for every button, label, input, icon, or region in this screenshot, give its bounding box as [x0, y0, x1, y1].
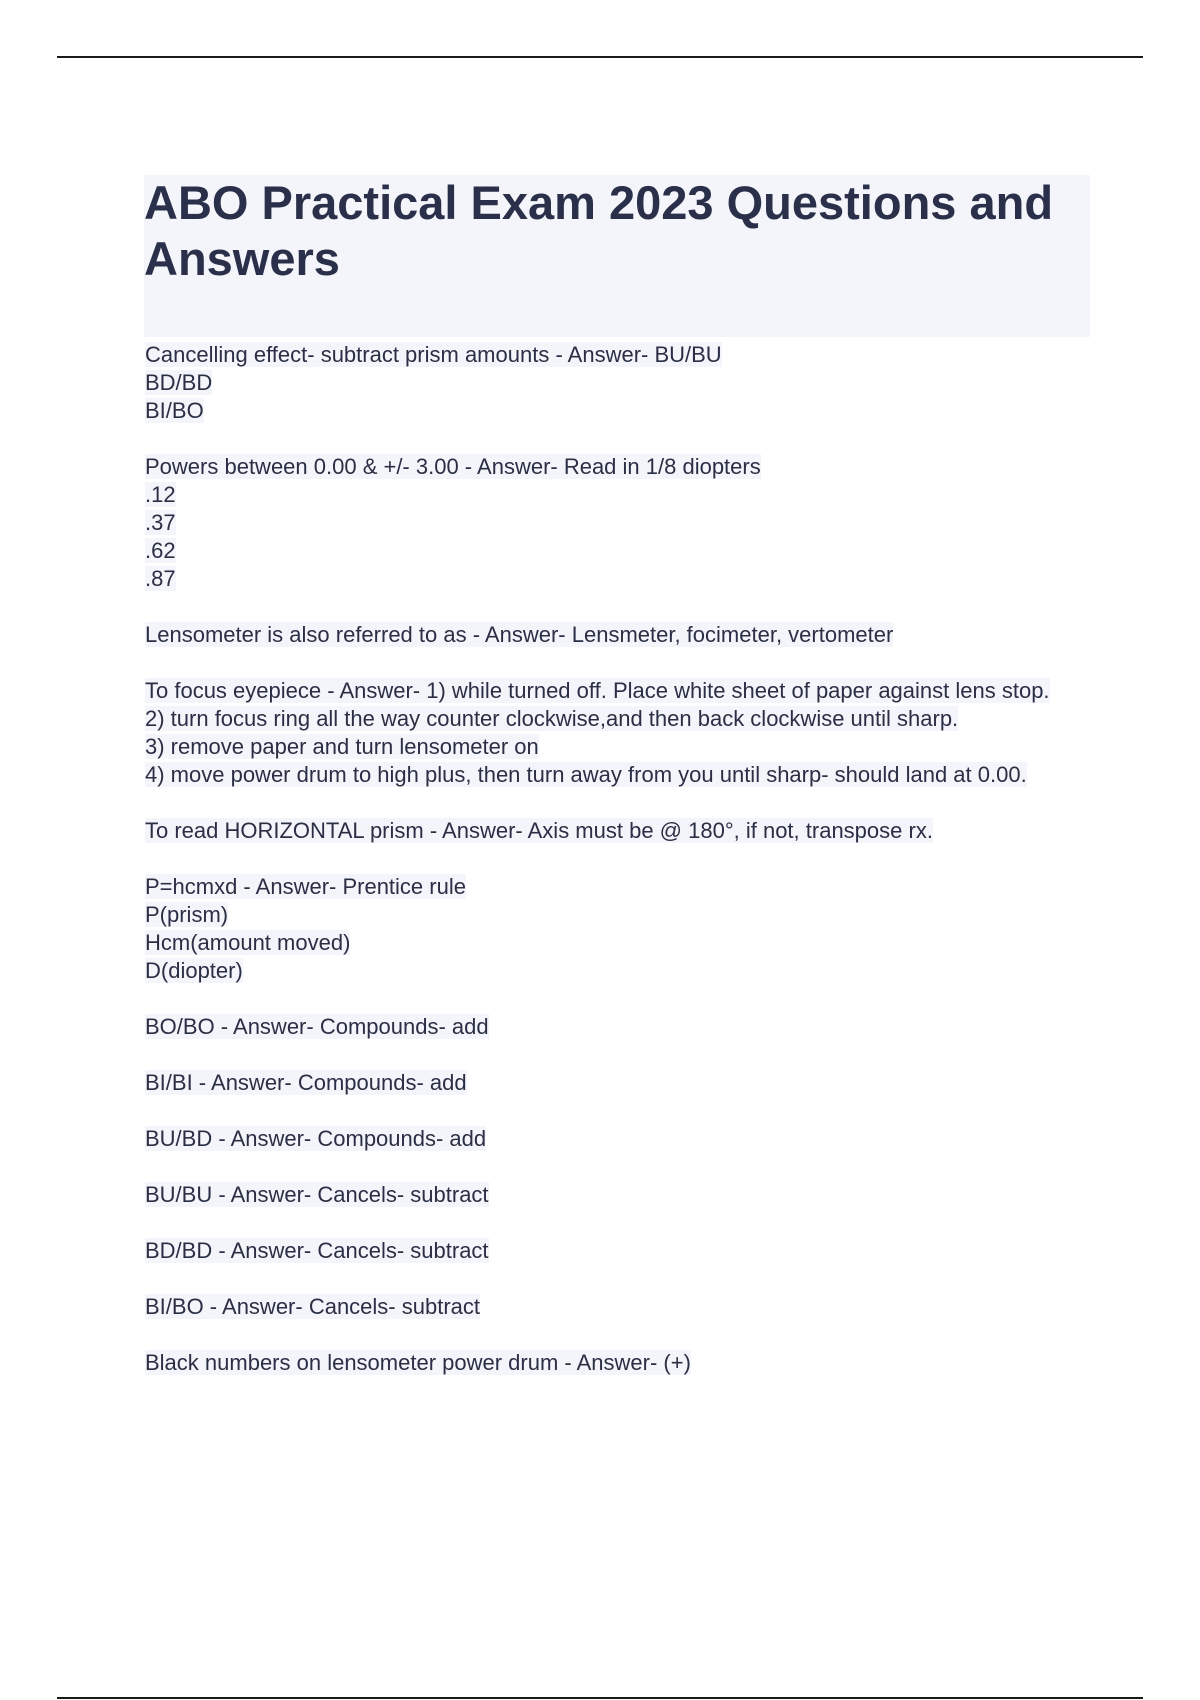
qa-line-text: .37 — [145, 510, 176, 535]
qa-line-text: BU/BU - Answer- Cancels- subtract — [145, 1182, 489, 1207]
qa-item — [145, 1181, 1090, 1209]
qa-line-text: BI/BI - Answer- Compounds- add — [145, 1070, 467, 1095]
qa-item — [145, 1069, 1090, 1097]
qa-line-text: 3) remove paper and turn lensometer on — [145, 734, 539, 759]
qa-item — [145, 1125, 1090, 1153]
qa-list — [145, 341, 1090, 1377]
qa-line — [145, 341, 1090, 369]
qa-line-text: D(diopter) — [145, 958, 243, 983]
qa-item — [145, 1349, 1090, 1377]
qa-item — [145, 621, 1090, 649]
qa-line — [145, 1237, 1090, 1265]
qa-line — [145, 565, 1090, 593]
qa-line-text: .62 — [145, 538, 176, 563]
qa-line-text: BI/BO — [145, 398, 204, 423]
qa-line — [145, 733, 1090, 761]
qa-line — [145, 1069, 1090, 1097]
qa-line-text: Powers between 0.00 & +/- 3.00 - Answer- Read in 1/8 diopters — [145, 454, 761, 479]
qa-line — [145, 369, 1090, 397]
qa-line — [145, 537, 1090, 565]
qa-line-text: Hcm(amount moved) — [145, 930, 351, 955]
qa-line-text: Black numbers on lensometer power drum - Answer- (+) — [145, 1350, 691, 1375]
qa-line — [145, 453, 1090, 481]
qa-line — [145, 901, 1090, 929]
qa-line — [145, 957, 1090, 985]
bottom-rule — [57, 1697, 1143, 1699]
qa-line-text: Cancelling effect- subtract prism amounts - Answer- BU/BU — [145, 342, 722, 367]
qa-line — [145, 929, 1090, 957]
qa-line-text: P(prism) — [145, 902, 229, 927]
top-rule — [57, 56, 1143, 58]
qa-item — [145, 1293, 1090, 1321]
qa-line — [145, 1293, 1090, 1321]
qa-line — [145, 509, 1090, 537]
qa-line-text: BD/BD — [145, 370, 213, 395]
qa-line — [145, 761, 1090, 789]
qa-item — [145, 1237, 1090, 1265]
qa-line-text: BU/BD - Answer- Compounds- add — [145, 1126, 487, 1151]
qa-line-text: 2) turn focus ring all the way counter clockwise,and then back clockwise until sharp. — [145, 706, 959, 731]
qa-line-text: P=hcmxd - Answer- Prentice rule — [145, 874, 466, 899]
document-body — [145, 175, 1090, 1405]
qa-item — [145, 873, 1090, 985]
qa-line — [145, 1349, 1090, 1377]
qa-line — [145, 1125, 1090, 1153]
qa-item — [145, 817, 1090, 845]
qa-line — [145, 1013, 1090, 1041]
qa-item — [145, 677, 1090, 789]
qa-line — [145, 397, 1090, 425]
qa-line-text: Lensometer is also referred to as - Answer- Lensmeter, focimeter, vertometer — [145, 622, 894, 647]
qa-line-text: BO/BO - Answer- Compounds- add — [145, 1014, 489, 1039]
qa-item — [145, 341, 1090, 425]
qa-line-text: 4) move power drum to high plus, then turn away from you until sharp- should land at 0.00. — [145, 762, 1027, 787]
title-block — [144, 175, 1090, 337]
qa-line-text: To read HORIZONTAL prism - Answer- Axis must be @ 180°, if not, transpose rx. — [145, 818, 933, 843]
qa-line-text: .12 — [145, 482, 176, 507]
qa-item — [145, 453, 1090, 593]
qa-line — [145, 817, 1090, 845]
qa-line — [145, 705, 1090, 733]
qa-line-text: BD/BD - Answer- Cancels- subtract — [145, 1238, 489, 1263]
qa-line — [145, 1181, 1090, 1209]
qa-line-text: BI/BO - Answer- Cancels- subtract — [145, 1294, 480, 1319]
qa-line — [145, 621, 1090, 649]
qa-line-text: .87 — [145, 566, 176, 591]
qa-item — [145, 1013, 1090, 1041]
qa-line — [145, 873, 1090, 901]
page-title: ABO Practical Exam 2023 Questions and Answers — [144, 176, 1054, 285]
qa-line — [145, 677, 1090, 705]
qa-line-text: To focus eyepiece - Answer- 1) while turned off. Place white sheet of paper against lens stop. — [145, 678, 1050, 703]
qa-line — [145, 481, 1090, 509]
